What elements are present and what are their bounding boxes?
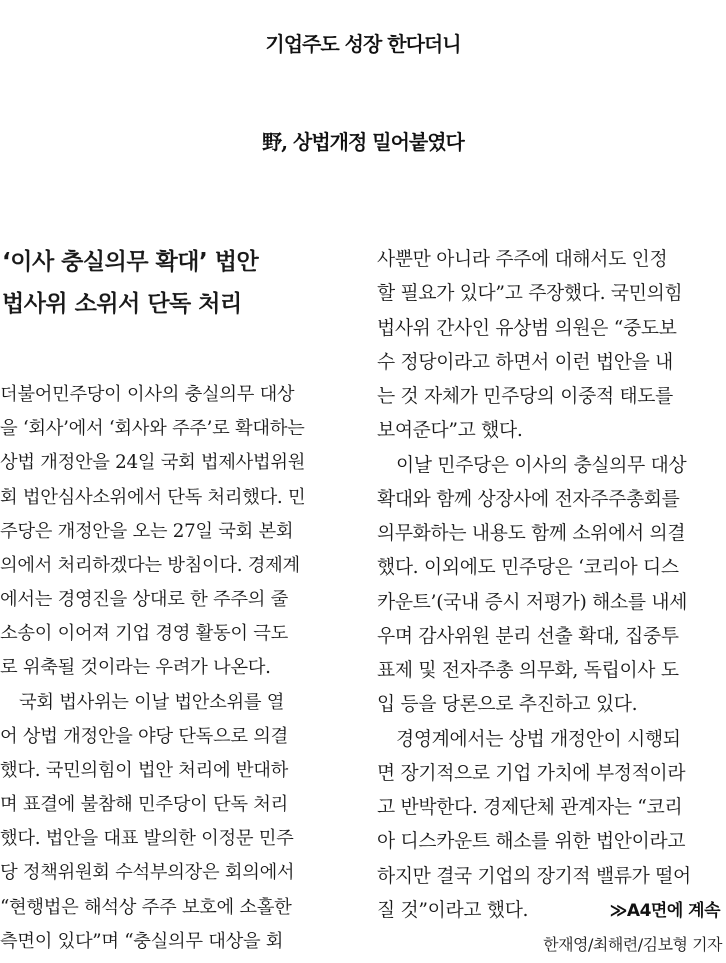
body-line: 을 ‘회사’에서 ‘회사와 주주’로 확대하는 [0, 418, 305, 440]
body-line: 면 장기적으로 기업 가치에 부정적이라 [377, 762, 686, 784]
subheadline-line-1: ‘이사 충실의무 확대’ 법안 [2, 249, 259, 275]
headline-line-2: 野, 상법개정 밀어붙였다 [262, 130, 464, 154]
body-line: 질 것”이라고 했다. [377, 899, 529, 921]
body-line: 더불어민주당이 이사의 충실의무 대상 [0, 384, 295, 405]
body-line: 소송이 이어져 기업 경영 활동이 극도 [0, 623, 288, 645]
subheadline-line-2: 법사위 소위서 단독 처리 [2, 291, 242, 317]
body-line: 에서는 경영진을 상대로 한 주주의 줄 [0, 589, 288, 611]
body-line: 보여준다”고 했다. [377, 420, 523, 442]
body-line: 경영계에서는 상법 개정안이 시행되 [396, 728, 681, 750]
body-line: 입 등을 당론으로 추진하고 있다. [377, 694, 638, 716]
body-line: 하지만 결국 기업의 장기적 밸류가 떨어 [377, 865, 691, 887]
body-line: 했다. 국민의힘이 법안 처리에 반대하 [0, 759, 288, 781]
body-line: 로 위축될 것이라는 우려가 나온다. [0, 657, 271, 679]
body-line: 법사위 간사인 유상범 의원은 “중도보 [377, 317, 677, 339]
body-line: 했다. 이외에도 민주당은 ‘코리아 디스 [377, 557, 679, 579]
body-line: 상법 개정안을 24일 국회 법제사법위원 [0, 452, 306, 474]
body-line: 할 필요가 있다”고 주장했다. 국민의힘 [377, 283, 683, 305]
body-line: 사뿐만 아니라 주주에 대해서도 인정 [377, 249, 668, 270]
body-line: 고 반박한다. 경제단체 관계자는 “코리 [377, 797, 683, 818]
body-line: 했다. 법안을 대표 발의한 이정문 민주 [0, 828, 294, 850]
body-line: 표제 및 전자주총 의무화, 독립이사 도 [377, 660, 679, 681]
body-line: 회 법안심사소위에서 단독 처리했다. 민 [0, 486, 306, 508]
body-line: 는 것 자체가 민주당의 이중적 태도를 [377, 386, 673, 407]
body-line: 주당은 개정안을 오는 27일 국회 본회 [0, 520, 294, 542]
body-line: 카운트’(국내 증시 저평가) 해소를 내세 [377, 591, 688, 613]
body-line: 의에서 처리하겠다는 방침이다. 경제계 [0, 554, 300, 576]
body-line: 우며 감사위원 분리 선출 확대, 집중투 [377, 625, 679, 647]
body-line: 국회 법사위는 이날 법안소위를 열 [19, 691, 285, 713]
body-line: 수 정당이라고 하면서 이런 법안을 내 [377, 351, 673, 373]
body-line: 아 디스카운트 해소를 위한 법안이라고 [377, 831, 686, 853]
body-line: 며 표결에 불참해 민주당이 단독 처리 [0, 794, 288, 816]
continuation-note: ≫A4면에 계속 [609, 900, 720, 921]
body-line: 당 정책위원회 수석부의장은 회의에서 [0, 862, 295, 884]
headline-line-1: 기업주도 성장 한다더니 [265, 32, 461, 56]
body-line: 의무화하는 내용도 함께 소위에서 의결 [377, 523, 686, 544]
body-line: “현행법은 해석상 주주 보호에 소홀한 [0, 896, 292, 918]
body-line: 이날 민주당은 이사의 충실의무 대상 [396, 454, 687, 476]
byline: 한재영/최해련/김보형 기자 [543, 935, 722, 954]
body-line: 어 상법 개정안을 야당 단독으로 의결 [0, 725, 288, 747]
body-line: 측면이 있다”며 “충실의무 대상을 회 [0, 930, 284, 952]
body-line: 확대와 함께 상장사에 전자주주총회를 [377, 488, 680, 510]
